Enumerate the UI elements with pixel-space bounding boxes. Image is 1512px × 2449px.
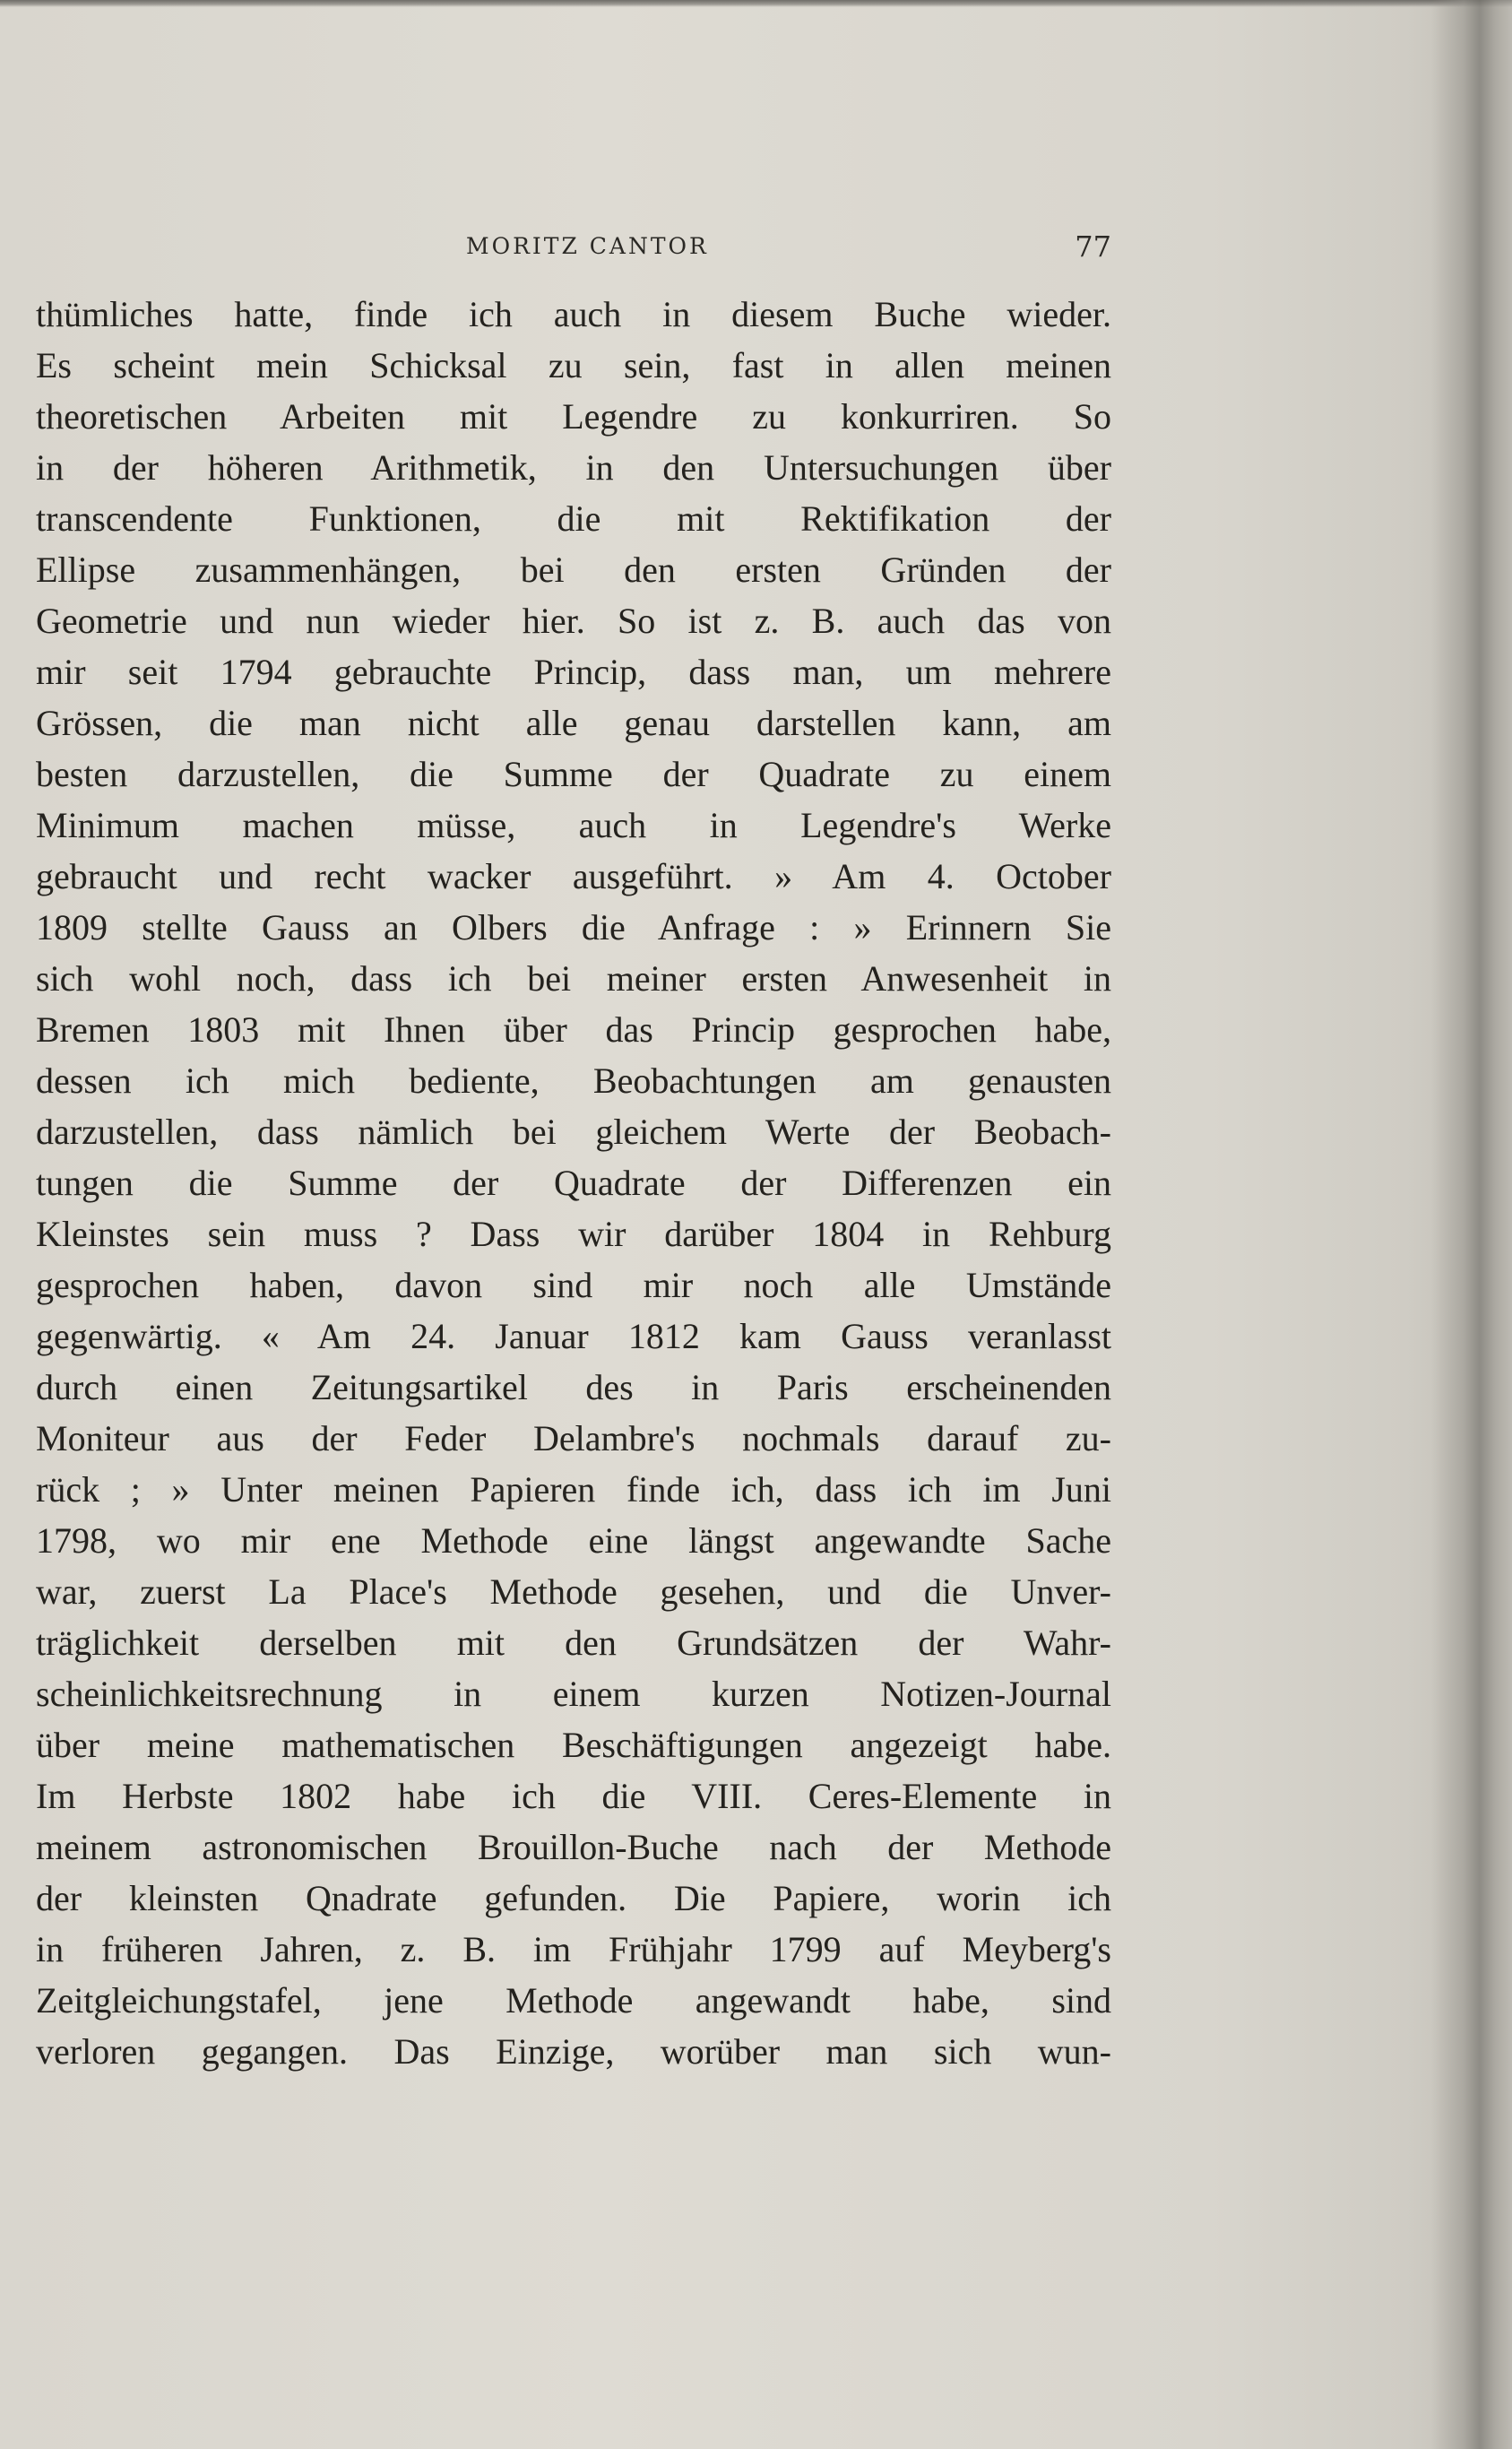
text-line: 1809 stellte Gauss an Olbers die Anfrage : » Erinnern Sie: [36, 907, 1111, 948]
text-line: durch einen Zeitungsartikel des in Paris erscheinenden: [36, 1367, 1111, 1407]
text-line: 1798, wo mir ene Methode eine längst angewandte Sache: [36, 1520, 1111, 1561]
page-number: 77: [1075, 229, 1111, 264]
text-line: mir seit 1794 gebrauchte Princip, dass man, um mehrere: [36, 652, 1111, 692]
text-line: thümliches hatte, finde ich auch in diesem Buche wieder.: [36, 294, 1111, 334]
text-line: Minimum machen müsse, auch in Legendre's Werke: [36, 805, 1111, 845]
text-line: Ellipse zusammenhängen, bei den ersten Gründen der: [36, 550, 1111, 590]
text-line: Es scheint mein Schicksal zu sein, fast in allen meinen: [36, 345, 1111, 385]
running-head: [36, 229, 1111, 265]
text-line: Grössen, die man nicht alle genau darstellen kann, am: [36, 703, 1111, 743]
text-line: Zeitgleichungstafel, jene Methode angewandt habe, sind: [36, 1980, 1111, 2021]
text-line: war, zuerst La Place's Methode gesehen, und die Unver-: [36, 1571, 1111, 1612]
text-line: gegenwärtig. « Am 24. Januar 1812 kam Gauss veranlasst: [36, 1316, 1111, 1356]
body-text: [36, 289, 1111, 2077]
text-line: Bremen 1803 mit Ihnen über das Princip gesprochen habe,: [36, 1009, 1111, 1050]
text-line: dessen ich mich bediente, Beobachtungen am genausten: [36, 1060, 1111, 1101]
text-line: Im Herbste 1802 habe ich die VIII. Ceres-Elemente in: [36, 1776, 1111, 1816]
text-line: meinem astronomischen Brouillon-Buche nach der Methode: [36, 1827, 1111, 1867]
text-line: darzustellen, dass nämlich bei gleichem Werte der Beobach-: [36, 1112, 1111, 1152]
text-line: träglichkeit derselben mit den Grundsätzen der Wahr-: [36, 1623, 1111, 1663]
text-line: Moniteur aus der Feder Delambre's nochmals darauf zu-: [36, 1418, 1111, 1458]
text-line: der kleinsten Qnadrate gefunden. Die Papiere, worin ich: [36, 1878, 1111, 1918]
top-edge-shadow: [0, 0, 1512, 7]
text-line: scheinlichkeitsrechnung in einem kurzen Notizen-Journal: [36, 1674, 1111, 1714]
text-line: transcendente Funktionen, die mit Rektifikation der: [36, 498, 1111, 539]
text-line: theoretischen Arbeiten mit Legendre zu konkurriren. So: [36, 396, 1111, 437]
text-line: verloren gegangen. Das Einzige, worüber man sich wun-: [36, 2031, 1111, 2072]
text-line: besten darzustellen, die Summe der Quadrate zu einem: [36, 754, 1111, 794]
text-line: in der höheren Arithmetik, in den Untersuchungen über: [36, 447, 1111, 488]
page-binding-edge: [1431, 0, 1512, 2449]
text-line: rück ; » Unter meinen Papieren finde ich, dass ich im Juni: [36, 1469, 1111, 1510]
text-line: tungen die Summe der Quadrate der Differenzen ein: [36, 1163, 1111, 1203]
running-head-author: MORITZ CANTOR: [466, 233, 709, 259]
text-line: Geometrie und nun wieder hier. So ist z. B. auch das von: [36, 601, 1111, 641]
text-line: Kleinstes sein muss ? Dass wir darüber 1804 in Rehburg: [36, 1214, 1111, 1254]
text-line: gebraucht und recht wacker ausgeführt. » Am 4. October: [36, 856, 1111, 896]
text-line: sich wohl noch, dass ich bei meiner ersten Anwesenheit in: [36, 958, 1111, 999]
text-line: gesprochen haben, davon sind mir noch alle Umstände: [36, 1265, 1111, 1305]
text-line: in früheren Jahren, z. B. im Frühjahr 1799 auf Meyberg's: [36, 1929, 1111, 1969]
text-line: über meine mathematischen Beschäftigungen angezeigt habe.: [36, 1725, 1111, 1765]
